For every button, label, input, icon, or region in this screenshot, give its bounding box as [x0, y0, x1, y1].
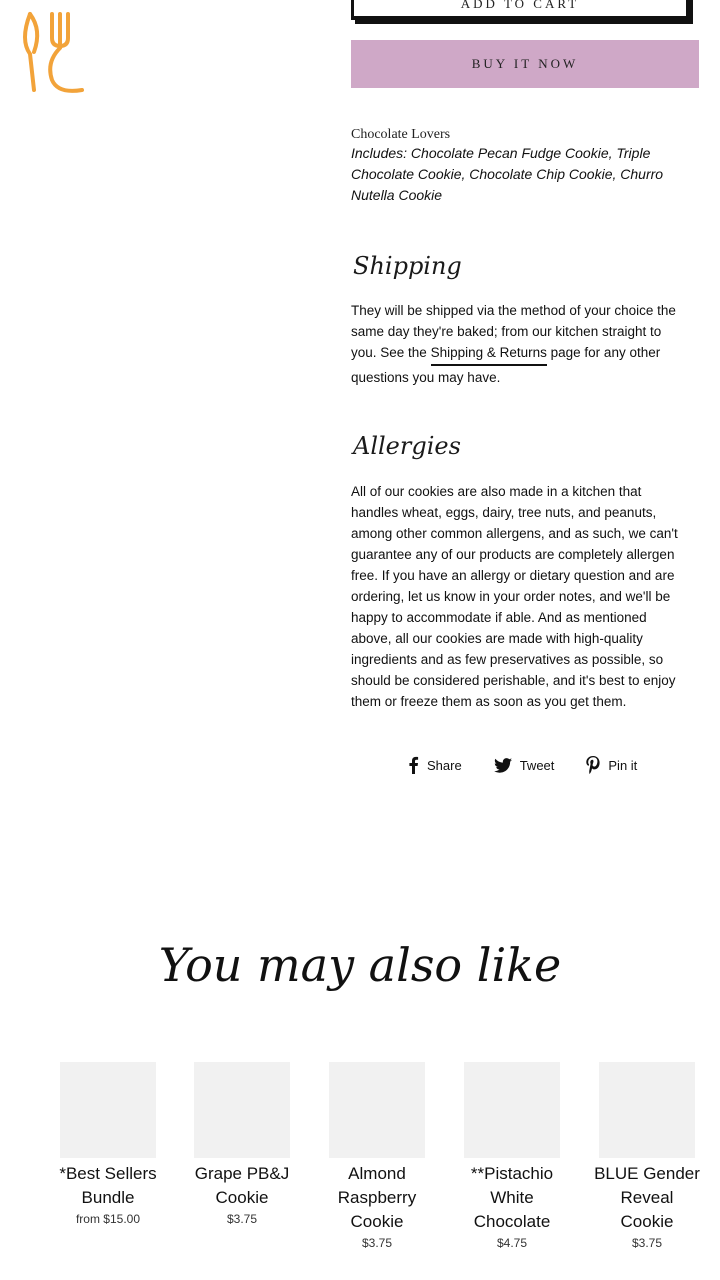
description-includes: Includes: Chocolate Pecan Fudge Cookie, Triple Chocolate Cookie, Chocolate Chip Cookie, Churro Nutella Cookie	[351, 145, 664, 203]
product-price: $3.75	[631, 1236, 663, 1250]
product-name[interactable]: Almond Raspberry Cookie	[337, 1164, 417, 1231]
product-thumbnail[interactable]	[464, 1062, 560, 1158]
add-to-cart-button[interactable]: ADD TO CART	[351, 0, 689, 20]
facebook-icon	[407, 756, 419, 774]
product-card[interactable]	[53, 1062, 163, 1226]
product-name[interactable]: Grape PB&J Cookie	[194, 1164, 290, 1207]
tweet-label: Tweet	[519, 757, 555, 773]
product-card[interactable]	[187, 1062, 297, 1226]
shipping-text	[351, 300, 689, 388]
product-card[interactable]	[457, 1062, 567, 1250]
product-name[interactable]: **Pistachio White Chocolate	[470, 1164, 554, 1231]
allergies-heading: Allergies	[353, 432, 461, 460]
description-title: Chocolate Lovers	[351, 127, 451, 142]
product-description	[351, 127, 691, 206]
share-label: Share	[427, 757, 462, 773]
share-pinterest-button[interactable]	[586, 756, 637, 774]
product-name[interactable]: BLUE Gender Reveal Cookie	[594, 1164, 700, 1231]
allergies-text: All of our cookies are also made in a kitchen that handles wheat, eggs, dairy, tree nuts, and peanuts, among other common allergens, and as such, we can't guarantee any of our products are completely allergen free. If you have an allergy or dietary question and are ordering, let us know in your order notes, and we'll be happy to accommodate if able. And as mentioned above, all our cookies are made with high-quality ingredients and as few preservatives as possible, so should be considered perishable, and it's best to enjoy them or freeze them as soon as you get them.	[351, 484, 678, 709]
product-price: $4.75	[496, 1236, 528, 1250]
product-thumbnail[interactable]	[60, 1062, 156, 1158]
pinterest-icon	[586, 756, 600, 774]
shipping-text-part2: page for any other	[546, 345, 661, 360]
shipping-heading: Shipping	[353, 252, 462, 280]
product-card[interactable]	[322, 1062, 432, 1250]
social-share-row	[407, 756, 669, 774]
share-facebook-button[interactable]	[407, 756, 462, 774]
fork-knife-logo-icon[interactable]	[16, 10, 90, 94]
product-price: from $15.00	[75, 1212, 141, 1226]
shipping-text-part3: questions you may have.	[351, 370, 501, 385]
shipping-returns-link[interactable]: Shipping & Returns	[431, 345, 547, 366]
shipping-text-part1: They will be shipped via the method of your choice the same day they're baked; from our kitchen straight to you. See the	[351, 303, 676, 360]
share-twitter-button[interactable]	[494, 756, 555, 774]
related-products-title: You may also like	[158, 938, 562, 992]
product-card[interactable]	[592, 1062, 702, 1250]
buy-it-now-button[interactable]: BUY IT NOW	[351, 40, 699, 88]
product-price: $3.75	[226, 1212, 258, 1226]
product-thumbnail[interactable]	[329, 1062, 425, 1158]
product-name[interactable]: *Best Sellers Bundle	[59, 1164, 157, 1207]
pin-label: Pin it	[608, 757, 638, 773]
twitter-icon	[494, 758, 512, 773]
product-thumbnail[interactable]	[599, 1062, 695, 1158]
product-price: $3.75	[361, 1236, 393, 1250]
product-thumbnail[interactable]	[194, 1062, 290, 1158]
